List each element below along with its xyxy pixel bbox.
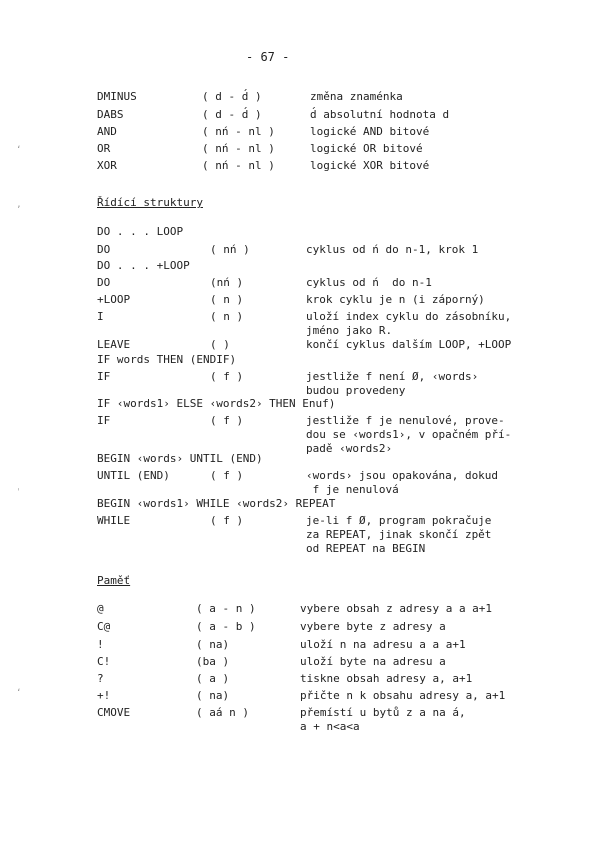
word-description: končí cyklus dalším LOOP, +LOOP [306,338,512,351]
forth-word: XOR [97,159,117,172]
forth-word: ! [97,638,104,651]
word-description: uloží n na adresu a a a+1 [300,638,466,651]
stack-effect: ( nń - nl ) [202,142,275,155]
stack-effect: ( aá n ) [196,706,249,719]
forth-word: DO . . . LOOP [97,225,184,238]
word-description: logické OR bitové [310,142,423,155]
forth-word: ? [97,672,104,685]
forth-word: DMINUS [97,90,137,103]
word-description: uloží index cyklu do zásobníku, jméno jako R. [306,310,512,337]
forth-word: OR [97,142,111,155]
forth-word: +! [97,689,111,702]
forth-word: IF [97,370,111,383]
forth-word: C! [97,655,111,668]
forth-word: @ [97,602,104,615]
word-description: jestliže f není Ø, ‹words› budou provedeny [306,370,479,397]
stack-effect: ( na) [196,689,230,702]
word-description: krok cyklu je n (i záporný) [306,293,485,306]
stack-effect: ( d - d́ ) [202,90,262,103]
stack-effect: (ba ) [196,655,230,668]
stack-effect: ( f ) [210,469,244,482]
stack-effect: ( n ) [210,293,244,306]
stack-effect: ( n ) [210,310,244,323]
stack-effect: ( a - b ) [196,620,256,633]
stack-effect: ( f ) [210,514,244,527]
section-heading-memory: Paměť [97,574,131,587]
forth-word: I [97,310,104,323]
forth-word: BEGIN ‹words› UNTIL (END) [97,452,263,465]
forth-word: CMOVE [97,706,131,719]
margin-mark: ˈ [16,488,22,498]
stack-effect: ( f ) [210,414,244,427]
margin-mark: ʼ [16,205,22,215]
section-heading-control: Řídící struktury [97,196,203,209]
word-description: jestliže f je nenulové, prove- dou se ‹words1›, v opačném pří- padě ‹words2› [306,414,512,455]
stack-effect: ( nń - nl ) [202,125,275,138]
word-description: je-li f Ø, program pokračuje za REPEAT, jinak skončí zpět od REPEAT na BEGIN [306,514,492,555]
stack-effect: ( f ) [210,370,244,383]
stack-effect: ( a - n ) [196,602,256,615]
forth-word: C@ [97,620,111,633]
forth-word: AND [97,125,117,138]
word-description: logické XOR bitové [310,159,430,172]
page-number: - 67 - [246,50,290,64]
stack-effect: ( na) [196,638,230,651]
stack-effect: ( a ) [196,672,230,685]
stack-effect: ( nń - nl ) [202,159,275,172]
forth-word: IF ‹words1› ELSE ‹words2› THEN Enuf) [97,397,336,410]
word-description: vybere obsah z adresy a a a+1 [300,602,493,615]
forth-word: WHILE [97,514,131,527]
word-description: cyklus od ń do n-1 [306,276,432,289]
word-description: přičte n k obsahu adresy a, a+1 [300,689,506,702]
margin-mark: ʻ [16,688,22,698]
word-description: vybere byte z adresy a [300,620,446,633]
forth-word: DO [97,243,111,256]
margin-mark: ʻ [16,145,22,155]
forth-word: IF words THEN (ENDIF) [97,353,237,366]
forth-word: DABS [97,108,124,121]
forth-word: BEGIN ‹words1› WHILE ‹words2› REPEAT [97,497,336,510]
word-description: uloží byte na adresu a [300,655,446,668]
forth-word: +LOOP [97,293,131,306]
word-description: změna znaménka [310,90,403,103]
word-description: d́ absolutní hodnota d [310,108,450,121]
word-description: ‹words› jsou opakována, dokud f je nenulová [306,469,499,496]
stack-effect: (nń ) [210,276,244,289]
stack-effect: ( nń ) [210,243,250,256]
stack-effect: ( ) [210,338,230,351]
word-description: cyklus od ń do n-1, krok 1 [306,243,479,256]
forth-word: UNTIL (END) [97,469,170,482]
forth-word: DO [97,276,111,289]
word-description: přemístí u bytů z a na á, a + n<a<a [300,706,466,733]
stack-effect: ( d - d́ ) [202,108,262,121]
word-description: logické AND bitové [310,125,430,138]
forth-word: DO . . . +LOOP [97,259,190,272]
word-description: tiskne obsah adresy a, a+1 [300,672,473,685]
forth-word: LEAVE [97,338,131,351]
forth-word: IF [97,414,111,427]
